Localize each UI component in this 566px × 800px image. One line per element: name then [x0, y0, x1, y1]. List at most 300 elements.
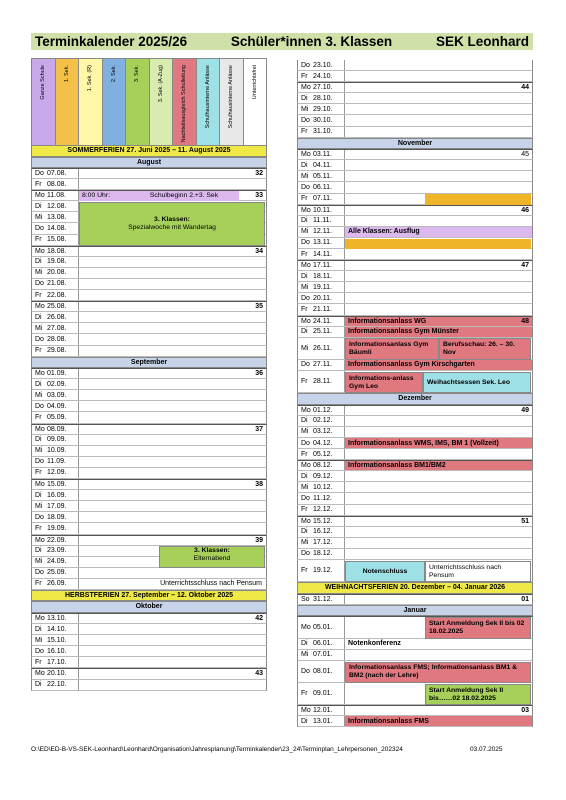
date: 04.09. — [47, 401, 79, 411]
date: 21.08. — [47, 279, 79, 289]
calendar-row — [297, 171, 533, 182]
date: 16.10. — [47, 646, 79, 656]
weekday: Di — [301, 94, 308, 102]
date: 08.08. — [47, 179, 79, 189]
event-cell — [345, 249, 532, 259]
notenschluss-event: Notenschluss — [345, 561, 425, 583]
date: 06.11. — [313, 182, 345, 192]
weekday: Di — [35, 625, 42, 633]
calendar-row — [31, 334, 267, 345]
date: 05.12. — [313, 449, 345, 459]
event-cell — [79, 323, 266, 333]
weekday: Do — [35, 402, 44, 410]
calendar-row — [31, 257, 267, 268]
event-cell — [79, 523, 266, 533]
legend-item — [197, 59, 221, 157]
weekday: Mi — [301, 105, 309, 113]
date: 11.09. — [47, 457, 79, 467]
calendar-row — [31, 346, 267, 357]
event-cell — [345, 449, 532, 459]
page-header — [31, 33, 533, 50]
date: 17.09. — [47, 501, 79, 511]
date: 15.12. — [313, 517, 345, 526]
date: 17.12. — [313, 538, 345, 548]
calendar-row — [31, 323, 267, 334]
date: 15.09. — [47, 480, 79, 489]
date: 15.10. — [47, 635, 79, 645]
event-cell — [79, 390, 266, 400]
event-cell — [79, 334, 266, 344]
event-cell — [79, 346, 266, 356]
calendar-row — [297, 516, 533, 527]
calendar-row — [31, 657, 267, 668]
footer-date: 03.07.2025 — [470, 746, 503, 753]
event-cell — [79, 490, 266, 500]
legend-label: 1. Sek. (R) — [87, 65, 94, 92]
date: 20.08. — [47, 268, 79, 278]
calendar-row — [297, 449, 533, 460]
event-cell — [79, 457, 266, 467]
legend-item — [244, 59, 267, 157]
calendar-left-column — [31, 145, 267, 691]
calendar-row — [297, 149, 533, 160]
event-cell — [345, 83, 532, 92]
calendar-row — [31, 368, 267, 379]
weekday: Fr — [35, 180, 42, 188]
info-event: Informationsanlass Gym Bäumli — [345, 338, 439, 360]
weekday: Mo — [35, 425, 45, 433]
event-cell — [79, 169, 266, 178]
weekday: Di — [35, 681, 42, 689]
weekday: Do — [35, 513, 44, 521]
calendar-row — [31, 279, 267, 290]
weekday: Mo — [301, 462, 311, 470]
calendar-row — [31, 268, 267, 279]
event-cell — [345, 182, 532, 192]
calendar-row — [297, 505, 533, 516]
weekday: Fr — [35, 580, 42, 588]
event-cell — [345, 549, 532, 559]
calendar-row — [31, 168, 267, 179]
event-cell — [345, 471, 532, 481]
date: 08.01. — [313, 661, 345, 682]
weekday: Fr — [35, 469, 42, 477]
date: 03.12. — [313, 427, 345, 437]
calendar-row — [31, 646, 267, 657]
weekday: Fr — [35, 236, 42, 244]
week-number: 44 — [521, 84, 529, 92]
weekday: Fr — [35, 524, 42, 532]
legend-label: 2. Sek. — [110, 65, 117, 83]
week-number: 38 — [255, 481, 263, 489]
event-cell — [79, 657, 266, 667]
event-cell: Alle Klassen: Ausflug — [345, 227, 532, 237]
weekday: Mo — [35, 670, 45, 678]
calendar-row — [297, 216, 533, 227]
weekday: Di — [35, 547, 42, 555]
weekday: Mo — [301, 151, 311, 159]
event-cell — [79, 468, 266, 478]
event-cell: Informationsanlass WMS, IMS, BM 1 (Vollzeit) — [345, 438, 532, 448]
date: 07.11. — [313, 194, 345, 204]
legend-label: Nachteilsausgleich Schulleitung — [181, 65, 188, 143]
weekday: Do — [35, 569, 44, 577]
date: 28.10. — [313, 93, 345, 103]
date: 16.12. — [313, 527, 345, 537]
weekday: Di — [301, 272, 308, 280]
legend-item — [103, 59, 127, 157]
calendar-row — [31, 312, 267, 323]
date: 09.12. — [313, 471, 345, 481]
date: 02.09. — [47, 379, 79, 389]
date: 25.08. — [47, 302, 79, 311]
calendar-row — [31, 613, 267, 624]
date: 11.11. — [313, 216, 345, 226]
weekday: Fr — [301, 506, 308, 514]
weekday: Mi — [301, 283, 309, 291]
event-cell: Informationsanlass Gym Kirschgarten — [345, 360, 532, 370]
event-cell — [345, 104, 532, 114]
weekday: Di — [35, 380, 42, 388]
calendar-row — [31, 457, 267, 468]
date: 24.10. — [313, 71, 345, 81]
date: 24.09. — [47, 557, 79, 567]
weekday: Fr — [35, 414, 42, 422]
date: 13.01. — [313, 716, 345, 726]
calendar-row — [31, 179, 267, 190]
event-cell — [345, 538, 532, 548]
week-number: 43 — [255, 670, 263, 678]
calendar-row — [31, 412, 267, 423]
weekday: Do — [35, 170, 44, 178]
weekday: Fr — [301, 378, 308, 386]
date: 12.08. — [47, 201, 79, 211]
date: 02.12. — [313, 416, 345, 426]
date: 13.11. — [313, 238, 345, 248]
weekday: Mo — [35, 192, 45, 200]
calendar-row — [297, 716, 533, 727]
weekday: Fr — [35, 347, 42, 355]
week-number: 01 — [521, 595, 529, 603]
date: 18.08. — [47, 247, 79, 256]
weekday: Di — [35, 436, 42, 444]
weekday: Di — [301, 528, 308, 536]
date: 12.01. — [313, 706, 345, 715]
weihnachtsessen-event: Weihachtsessen Sek. Leo — [423, 372, 531, 394]
weekday: Do — [301, 361, 310, 369]
legend-label: 3. Sek. — [134, 65, 141, 83]
weekday: Fr — [35, 291, 42, 299]
date: 01.09. — [47, 369, 79, 378]
calendar-row — [297, 282, 533, 293]
event-cell: Unterrichtsschluss nach Pensum — [160, 580, 262, 588]
calendar-row — [31, 579, 267, 590]
legend-item — [79, 59, 103, 157]
weekday: Mi — [35, 558, 43, 566]
legend-label: Schulhausinterne Anlässe — [228, 65, 235, 129]
legend-item — [173, 59, 197, 157]
weekday: Di — [301, 640, 308, 648]
event-cell — [79, 290, 266, 300]
date: 04.11. — [313, 160, 345, 170]
event-cell — [79, 179, 266, 189]
calendar-row — [297, 482, 533, 493]
month-header: Dezember — [297, 393, 533, 405]
weekday: Do — [301, 550, 310, 558]
event-cell — [345, 150, 532, 159]
date: 19.12. — [313, 560, 345, 581]
date: 14.10. — [47, 624, 79, 634]
event-cell — [345, 482, 532, 492]
event-cell — [79, 680, 266, 690]
date: 31.12. — [313, 595, 345, 604]
weekday: Do — [301, 183, 310, 191]
legend-label: Unterrichtsfrei — [251, 65, 258, 100]
event-cell — [345, 505, 532, 515]
event-cell — [79, 435, 266, 445]
month-header: Januar — [297, 605, 533, 617]
event-cell — [79, 669, 266, 678]
event-cell — [79, 512, 266, 522]
date: 28.11. — [313, 371, 345, 392]
weekday: Mi — [301, 428, 309, 436]
date: 18.09. — [47, 512, 79, 522]
date: 12.12. — [313, 505, 345, 515]
date: 14.08. — [47, 223, 79, 233]
weekday: Do — [35, 225, 44, 233]
date: 20.11. — [313, 293, 345, 303]
calendar-row — [31, 680, 267, 691]
calendar-row — [297, 427, 533, 438]
date: 18.11. — [313, 271, 345, 281]
date: 03.11. — [313, 150, 345, 159]
event-cell — [79, 412, 266, 422]
calendar-row — [31, 523, 267, 534]
event-cell — [345, 293, 532, 303]
event-cell: Informationsanlass WG — [345, 317, 532, 326]
date: 11.08. — [47, 191, 79, 200]
calendar-row — [31, 301, 267, 312]
weekday: Di — [301, 217, 308, 225]
weekday: Mo — [35, 303, 45, 311]
legend-item — [32, 59, 56, 157]
date: 17.10. — [47, 657, 79, 667]
calendar-row — [297, 82, 533, 93]
date: 10.09. — [47, 446, 79, 456]
weekday: Fr — [301, 195, 308, 203]
legend-item — [150, 59, 174, 157]
month-header: Oktober — [31, 601, 267, 613]
date: 14.11. — [313, 249, 345, 259]
weekday: Di — [301, 417, 308, 425]
calendar-row — [31, 379, 267, 390]
info-event: Informations-anlass Gym Leo — [345, 372, 423, 394]
calendar-row — [297, 705, 533, 716]
week-number: 36 — [255, 370, 263, 378]
event-cell — [345, 650, 532, 660]
date: 29.10. — [313, 104, 345, 114]
weekday: Do — [35, 458, 44, 466]
event-cell — [79, 635, 266, 645]
calendar-row — [297, 650, 533, 661]
date: 23.10. — [313, 60, 345, 70]
color-legend — [31, 58, 267, 158]
weekday: Mi — [301, 172, 309, 180]
holiday-banner: SOMMERFERIEN 27. Juni 2025 – 11. August 2025 — [31, 145, 267, 157]
weekday: Mi — [35, 324, 43, 332]
event-cell — [345, 517, 532, 526]
event-cell — [345, 160, 532, 170]
event-cell — [79, 401, 266, 411]
calendar-row — [31, 246, 267, 257]
week-number: 35 — [255, 303, 263, 311]
calendar-row — [297, 293, 533, 304]
calendar-row — [297, 71, 533, 82]
week-number: 42 — [255, 615, 263, 623]
weekday: So — [301, 595, 310, 603]
weekday: Mo — [301, 707, 311, 715]
calendar-row — [31, 512, 267, 523]
info-event: Informationsanlass FMS; Informationsanlass BM1 & BM2 (nach der Lehre) — [345, 662, 531, 684]
footer-path: O:\ED\ED-B-VS-SEK-Leonhard\Leonhard\Organisation\Jahresplanung\Terminkalender\23_24\Terminplan_Lehrpersonen_202324 — [31, 746, 403, 753]
anmeldung-event: Start Anmeldung Sek II bis……02 18.02.2025 — [425, 684, 531, 706]
date: 27.11. — [313, 360, 345, 370]
event-cell — [79, 614, 266, 623]
date: 08.09. — [47, 425, 79, 434]
date: 27.10. — [313, 83, 345, 92]
calendar-row — [297, 271, 533, 282]
weekday: Fr — [301, 250, 308, 258]
weekday: Fr — [301, 450, 308, 458]
calendar-row — [31, 668, 267, 679]
weekday: Mo — [35, 536, 45, 544]
date: 16.09. — [47, 490, 79, 500]
event-cell — [79, 312, 266, 322]
event-cell — [79, 568, 266, 578]
weekday: Fr — [301, 72, 308, 80]
date: 05.01. — [313, 617, 345, 637]
event-cell — [79, 268, 266, 278]
weekday: Do — [35, 335, 44, 343]
calendar-row — [297, 115, 533, 126]
legend-label: 1. Sek. — [63, 65, 70, 83]
event-cell — [79, 425, 266, 434]
date: 11.12. — [313, 493, 345, 503]
weekday: Fr — [301, 128, 308, 136]
weekday: Di — [35, 313, 42, 321]
date: 27.08. — [47, 323, 79, 333]
calendar-row — [31, 435, 267, 446]
weekday: Mo — [35, 370, 45, 378]
weekday: Mi — [35, 447, 43, 455]
calendar-row — [297, 527, 533, 538]
calendar-row — [31, 390, 267, 401]
calendar-row — [297, 471, 533, 482]
weekday: Do — [301, 239, 310, 247]
weekday: Mo — [301, 406, 311, 414]
legend-item — [56, 59, 80, 157]
date: 12.09. — [47, 468, 79, 478]
event-cell — [345, 60, 532, 70]
month-header: September — [31, 357, 267, 369]
header-school: SEK Leonhard — [435, 34, 529, 49]
date: 31.10. — [313, 127, 345, 137]
date: 28.08. — [47, 334, 79, 344]
event-cell — [345, 127, 532, 137]
month-header: November — [297, 138, 533, 150]
date: 20.10. — [47, 669, 79, 678]
event-text: Elternabend — [193, 555, 231, 563]
calendar-row — [297, 316, 533, 327]
event-cell: Informationsanlass FMS — [345, 716, 532, 726]
event-cell — [79, 501, 266, 511]
calendar-row — [297, 304, 533, 315]
week-number: 37 — [255, 425, 263, 433]
calendar-row — [297, 182, 533, 193]
event-cell — [79, 369, 266, 378]
event-cell — [79, 446, 266, 456]
calendar-row — [297, 360, 533, 371]
event-cell — [79, 257, 266, 267]
calendar-row — [31, 401, 267, 412]
date: 24.11. — [313, 317, 345, 326]
date: 08.12. — [313, 461, 345, 470]
event-cell: Informationsanlass BM1/BM2 — [345, 461, 532, 470]
week-number: 49 — [521, 406, 529, 414]
weekday: Do — [301, 495, 310, 503]
date: 06.01. — [313, 639, 345, 649]
calendar-row — [297, 438, 533, 449]
weekday: Mo — [301, 317, 311, 325]
calendar-right-column — [297, 60, 533, 727]
date: 03.09. — [47, 390, 79, 400]
event-cell — [345, 406, 532, 415]
date: 09.09. — [47, 435, 79, 445]
calendar-row — [31, 446, 267, 457]
event-cell — [345, 527, 532, 537]
event-cell — [345, 115, 532, 125]
date: 26.09. — [47, 579, 79, 589]
calendar-row — [297, 160, 533, 171]
week-number: 03 — [521, 707, 529, 715]
calendar-row — [297, 405, 533, 416]
event-cell — [79, 536, 266, 545]
date: 09.01. — [313, 683, 345, 704]
calendar-row — [31, 624, 267, 635]
calendar-row — [297, 127, 533, 138]
week-number: 39 — [255, 536, 263, 544]
calendar-row — [297, 538, 533, 549]
weekday: Mo — [301, 623, 311, 631]
event-cell — [345, 93, 532, 103]
event-cell — [79, 624, 266, 634]
weekday: Do — [301, 294, 310, 302]
weekday: Di — [35, 202, 42, 210]
weekday: Do — [301, 667, 310, 675]
event-cell: Informationsanlass Gym Münster — [345, 327, 532, 337]
date: 07.08. — [47, 169, 79, 178]
event-cell — [79, 279, 266, 289]
calendar-row — [297, 327, 533, 338]
header-title: Terminkalender 2025/26 — [35, 34, 188, 49]
event-cell — [79, 302, 266, 311]
week-number: 47 — [521, 262, 529, 270]
weekday: Mi — [35, 502, 43, 510]
weekday: Di — [301, 328, 308, 336]
event-cell — [79, 480, 266, 489]
date: 22.08. — [47, 290, 79, 300]
elternabend-event — [159, 546, 265, 568]
